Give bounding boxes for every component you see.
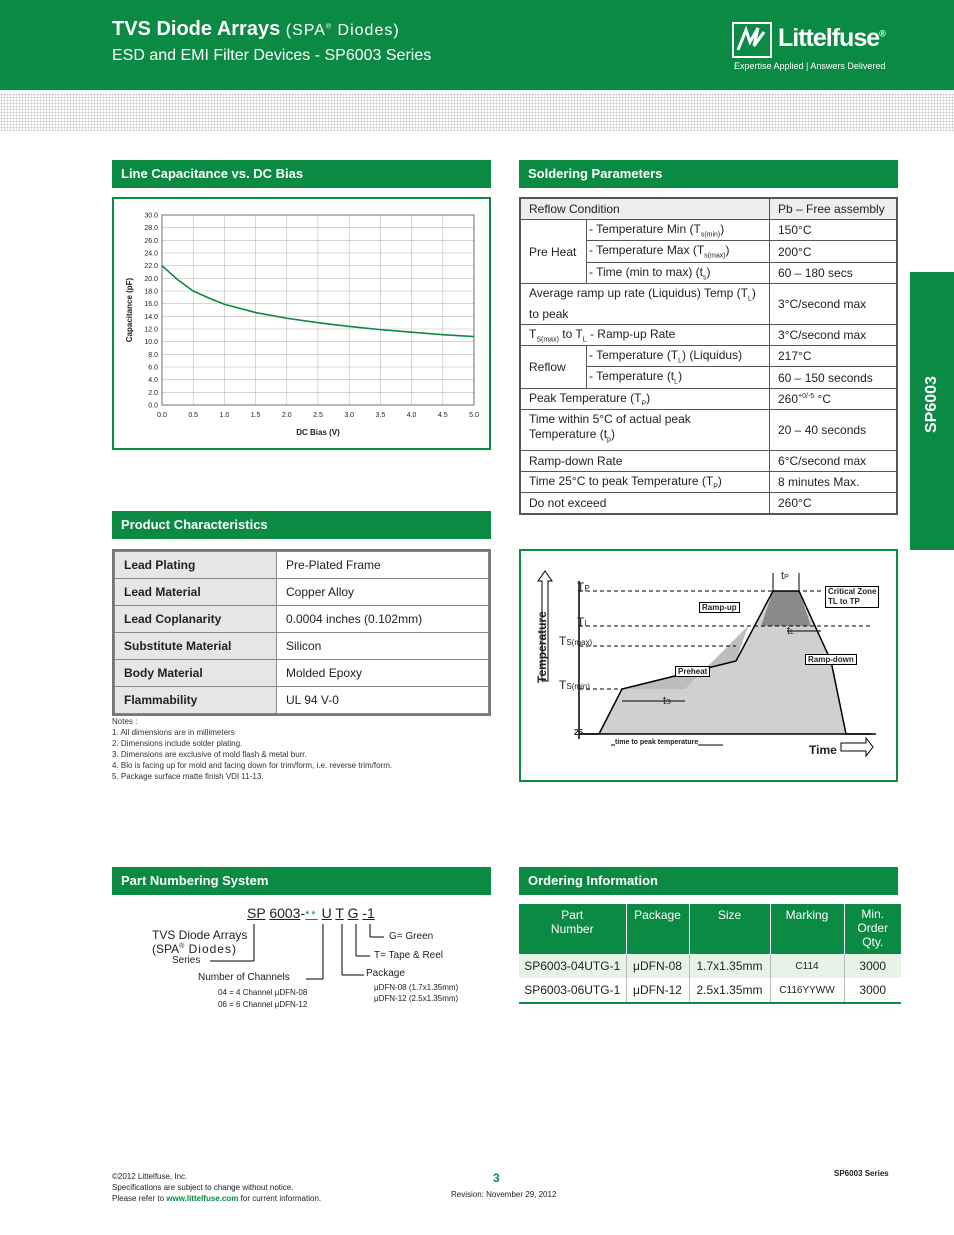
table-row: Time within 5°C of actual peak Temperature $(t_p)$ 20 – 40 seconds	[521, 410, 897, 450]
table-row: Lead Plating Pre-Plated Frame	[115, 552, 489, 579]
table-row: Lead Coplanarity 0.0004 inches (0.102mm)	[115, 606, 489, 633]
dot-pattern-band	[0, 93, 954, 131]
capacitance-chart	[112, 197, 491, 450]
section-title-soldering: Soldering Parameters	[519, 160, 898, 188]
side-tab-label: SP6003	[923, 376, 940, 433]
title-paren-open: (SPA	[285, 22, 326, 39]
y-tick-label: 14.0	[144, 313, 158, 321]
x-tick-label: 5.0	[469, 412, 479, 419]
reflow-profile-diagram	[519, 549, 898, 782]
x-tick-label: 4.5	[437, 412, 448, 419]
page-header	[0, 0, 954, 90]
tp-time-label: tP	[781, 570, 789, 582]
table-row: Reflow - Temperature $(T_L)$ (Liquidus) 217°C	[521, 345, 897, 366]
temperature-axis-label: Temperature	[535, 611, 549, 683]
table-row: - Time (min to max) $(t_s)$ 60 – 180 secs	[521, 262, 897, 283]
page-number: 3	[493, 1171, 500, 1185]
table-row: Ramp-down Rate 6°C/second max	[521, 450, 897, 471]
preheat-label: Preheat	[675, 666, 710, 677]
revision: Revision: November 29, 2012	[451, 1190, 557, 1199]
table-row: Average ramp up rate (Liquidus) Temp $(T_L)$ to peak 3°C/second max	[521, 284, 897, 324]
side-tab	[910, 272, 954, 550]
y-tick-label: 0.0	[148, 402, 158, 410]
footer-series: SP6003 Series	[834, 1169, 889, 1178]
table-row: Flammability UL 94 V-0	[115, 687, 489, 714]
x-tick-label: 0.0	[157, 412, 167, 419]
x-tick-label: 3.0	[344, 412, 355, 419]
time-axis-label: Time	[809, 743, 837, 757]
table-row: - Temperature $(t_L)$ 60 – 150 seconds	[521, 367, 897, 388]
reflow-label: Reflow	[521, 345, 587, 388]
y-tick-label: 4.0	[148, 377, 158, 385]
tsmin-label: TS(min)	[559, 678, 590, 692]
part-numbering-diagram	[112, 902, 491, 1022]
x-tick-label: 2.5	[313, 412, 323, 419]
table-header-row: Part Number Package Size Marking Min. Order Qty.	[519, 904, 901, 954]
y-tick-label: 22.0	[144, 263, 158, 271]
page-title: TVS Diode Arrays (SPA® Diodes)	[112, 18, 400, 40]
soldering-table	[519, 197, 898, 515]
y-tick-label: 16.0	[144, 301, 158, 309]
footer-left: ©2012 Littelfuse, Inc. Specifications are subject to change without notice. Please refer to www.littelfuse.com for current information.	[112, 1172, 322, 1203]
y-tick-label: 6.0	[148, 364, 158, 372]
green-label: G= Green	[389, 931, 434, 942]
package-options: μDFN-08 (1.7x1.35mm) μDFN-12 (2.5x1.35mm)	[374, 983, 459, 1003]
table-row: - Temperature Max $(T_{s(max)})$ 200°C	[521, 241, 897, 262]
tl-time-label: tL	[787, 625, 794, 637]
littelfuse-logo	[732, 20, 902, 75]
table-row: SP6003-04UTG-1 μDFN-08 1.7x1.35mm C114 3000	[519, 954, 901, 978]
tagline: Expertise Applied | Answers Delivered	[734, 61, 886, 71]
littelfuse-website-link[interactable]: www.littelfuse.com	[166, 1194, 239, 1203]
y-tick-label: 12.0	[144, 326, 158, 334]
x-tick-label: 3.5	[375, 412, 386, 419]
table-row: SP6003-06UTG-1 μDFN-12 2.5x1.35mm C116YYWW 3000	[519, 978, 901, 1002]
tvs-label: TVS Diode Arrays (SPA® Diodes)	[152, 928, 248, 956]
channels-label: Number of Channels	[198, 972, 290, 983]
section-title-product: Product Characteristics	[112, 511, 491, 539]
time-to-peak-label: time to peak temperature	[615, 739, 699, 746]
ramp-down-label: Ramp-down	[805, 654, 857, 665]
logo-mark: ®	[879, 28, 885, 39]
table-row: Body Material Molded Epoxy	[115, 660, 489, 687]
y-tick-label: 28.0	[144, 225, 158, 233]
y-axis-label: Capacitance (pF)	[125, 277, 134, 343]
y-tick-label: 26.0	[144, 237, 158, 245]
y-tick-label: 8.0	[148, 351, 158, 359]
x-tick-label: 4.0	[406, 412, 417, 419]
ts-time-label: tS	[663, 695, 671, 707]
package-label: Package	[366, 968, 405, 979]
preheat-label: Pre Heat	[521, 220, 587, 284]
title-paren-close: Diodes)	[332, 22, 400, 39]
channels-options: 04 = 4 Channel μDFN-08 06 = 6 Channel μDFN-12	[218, 988, 308, 1009]
notes: Notes : 1. All dimensions are in millimeters 2. Dimensions include solder plating. 3. Dimensions are exclusive of mold flash & metal burr. 4. Blo is facing up for mold and facing down for trim/form, i.e. reverse trim/form. 5. Package surface matte finish VDI 11-13.	[112, 717, 393, 781]
x-axis-label: DC Bias (V)	[296, 428, 340, 437]
y-tick-label: 24.0	[144, 250, 158, 258]
table-row: Time 25°C to peak Temperature $(T_P)$ 8 minutes Max.	[521, 471, 897, 492]
x-tick-label: 2.0	[281, 412, 292, 419]
y-tick-label: 18.0	[144, 288, 158, 296]
ramp-up-label: Ramp-up	[699, 602, 740, 613]
t25-label: 25	[574, 728, 583, 737]
table-row: Pre Heat - Temperature Min $(T_{s(min)})$ 150°C	[521, 220, 897, 241]
capacitance-chart-svg	[114, 199, 489, 448]
product-table	[112, 549, 491, 716]
tl-label: TL	[577, 615, 589, 629]
tsmax-label: TS(max)	[559, 634, 593, 648]
title-registered: ®	[325, 23, 333, 31]
x-tick-label: 0.5	[188, 412, 199, 419]
section-title-part-numbering: Part Numbering System	[112, 867, 491, 895]
time-arrow-icon	[841, 738, 873, 756]
tape-label: T= Tape & Reel	[374, 950, 444, 961]
critical-zone-label: Critical Zone TL to TP	[825, 586, 879, 608]
table-row: Lead Material Copper Alloy	[115, 579, 489, 606]
x-tick-label: 1.0	[219, 412, 230, 419]
table-row: Reflow Condition Pb – Free assembly	[521, 199, 897, 220]
littelfuse-logo-icon	[732, 22, 772, 58]
table-row: Substitute Material Silicon	[115, 633, 489, 660]
logo-text: Littelfuse	[778, 24, 880, 52]
page-subtitle: ESD and EMI Filter Devices - SP6003 Series	[112, 47, 432, 64]
section-title-capacitance: Line Capacitance vs. DC Bias	[112, 160, 491, 188]
section-title-ordering: Ordering Information	[519, 867, 898, 895]
part-code: SP 6003-** U T G -1	[247, 905, 375, 921]
table-row: Do not exceed 260°C	[521, 492, 897, 513]
y-tick-label: 10.0	[144, 339, 158, 347]
ordering-table	[519, 904, 901, 1004]
series-label: Series	[172, 955, 201, 966]
table-row: Peak Temperature $(T_P)$ $260^{+0/-5}$ °C	[521, 388, 897, 409]
y-tick-label: 20.0	[144, 275, 158, 283]
y-tick-label: 30.0	[144, 212, 158, 220]
table-row: $T_{S(max)}$ to $T_L$ - Ramp-up Rate 3°C/second max	[521, 324, 897, 345]
x-tick-label: 1.5	[250, 412, 261, 419]
tp-label: TP	[577, 580, 590, 594]
y-tick-label: 2.0	[148, 389, 158, 397]
